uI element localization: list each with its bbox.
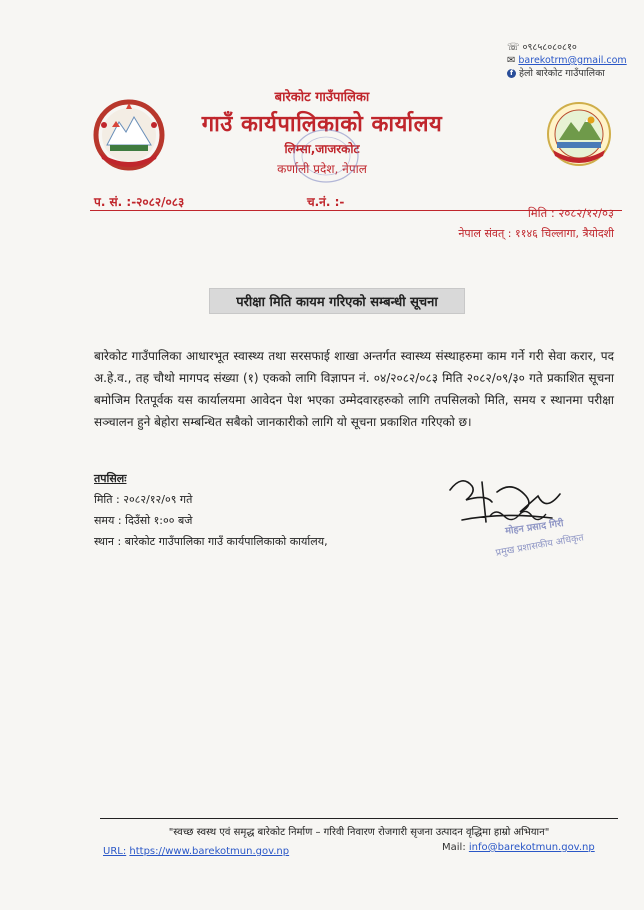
footer-slogan: "स्वच्छ स्वस्थ एवं समृद्ध बारेकोट निर्माण – गरिवी निवारण रोजगारी सृजना उत्पादन वृद्धिमा हाम्रो अभियान" (168, 827, 550, 838)
mail-label: Mail: (442, 842, 466, 853)
phone-icon: ☏ (507, 42, 520, 53)
signatory-title: प्रमुख प्रशासकीय अधिकृत (494, 532, 585, 559)
mail-link[interactable]: info@barekotmun.gov.np (468, 842, 595, 853)
letter-number: प. सं. :-२०८२/०८३ (94, 195, 185, 209)
url-label: URL: (103, 846, 127, 857)
office-province: कर्णाली प्रदेश, नेपाल (277, 162, 367, 176)
letter-date: मिति : २०८२/१२/०३ (527, 206, 614, 220)
office-name: गाउँ कार्यपालिकाको कार्यालय (201, 112, 443, 137)
mail-icon: ✉ (507, 55, 516, 66)
notice-title: परीक्षा मिति कायम गरिएको सम्बन्धी सूचना (209, 288, 465, 314)
details-heading: तपसिलः (94, 472, 127, 485)
exam-venue: स्थान : बारेकोट गाउँपालिका गाउँ कार्यपालिकाको कार्यालय, (94, 535, 328, 548)
facebook-page[interactable]: हेलो बारेकोट गाउँपालिका (519, 68, 605, 79)
footer-url (103, 846, 289, 857)
municipality-logo-icon (545, 100, 613, 168)
office-place: लिम्सा,जाजरकोट (284, 142, 360, 156)
exam-date: मिति : २०८२/१२/०९ गते (94, 493, 193, 506)
phone-row (507, 41, 637, 54)
contact-block (507, 41, 637, 80)
website-link[interactable]: https://www.barekotmun.gov.np (129, 846, 290, 857)
facebook-row (507, 67, 637, 80)
signatory-name: मोहन प्रसाद गिरी (504, 517, 565, 538)
phone-number: ०९८५८०८०८१० (522, 42, 577, 53)
footer-mail (442, 842, 595, 853)
footer-divider (100, 818, 618, 819)
municipality-name: बारेकोट गाउँपालिका (274, 90, 370, 105)
nepal-emblem-icon (90, 95, 168, 177)
exam-time: समय : दिउँसो १:०० बजे (94, 514, 193, 527)
dispatch-number: च.नं. :- (307, 195, 345, 209)
email-row (507, 54, 637, 67)
nepal-sambat-date: नेपाल संवत् : ११४६ चिल्लागा, त्रैयोदशी (458, 227, 614, 240)
email-link[interactable]: barekotrm@gmail.com (518, 55, 627, 66)
office-stamp-icon (290, 126, 362, 186)
details-block (94, 468, 414, 552)
notice-body: बारेकोट गाउँपालिका आधारभूत स्वास्थ्य तथा सरसफाई शाखा अन्तर्गत स्वास्थ्य संस्थाहरुमा काम गर्ने गरी सेवा करार, पद अ.हे.व., तह चौथो मागपद संख्या (१) एकको लागि विज्ञापन नं. ०४/२०८२/०८३ मिति २०८२/०९/३० गते प्रकाशित सूचना बमोजिम रितपूर्वक यस कार्यालयमा आवेदन पेश भएका उम्मेदवारहरुको लागि तपसिलको मिति, समय र स्थानमा परीक्षा सञ्चालन हुने बेहोरा सम्बन्धित सबैको जानकारीको लागि यो सूचना प्रकाशित गरिएको छ। (94, 349, 614, 429)
facebook-icon: f (507, 69, 516, 78)
